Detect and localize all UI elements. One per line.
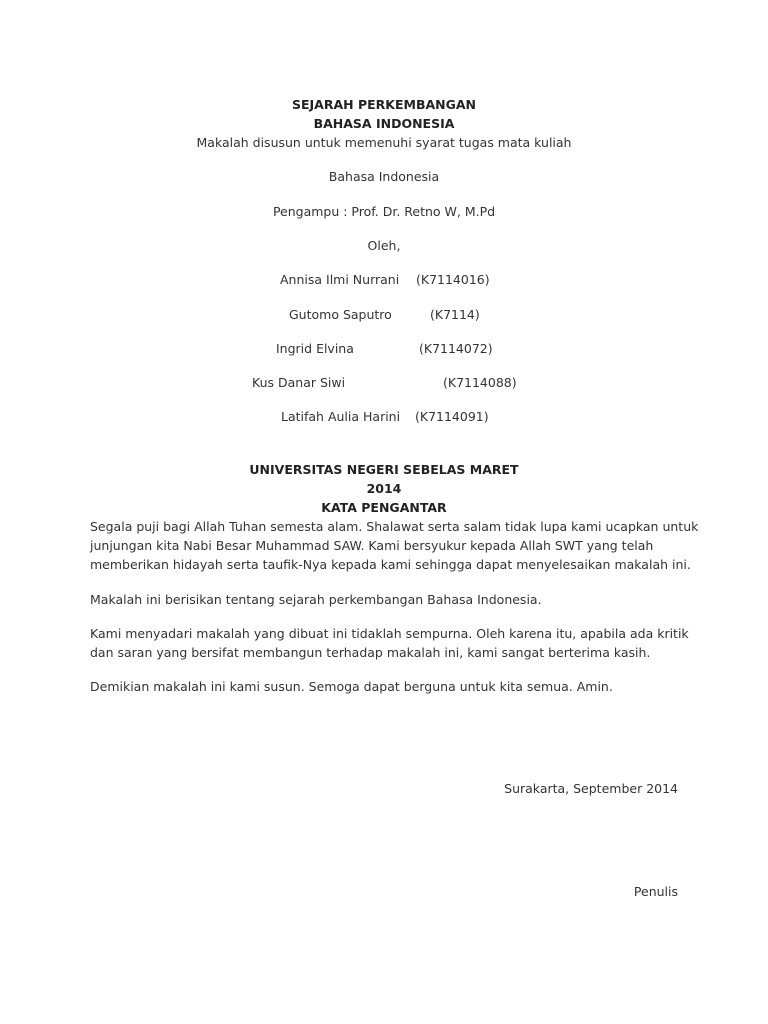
by-text: Oleh, xyxy=(367,238,401,253)
author-id: (K7114) xyxy=(430,307,480,322)
author-id: (K7114072) xyxy=(419,341,493,356)
paragraph xyxy=(90,624,690,662)
paragraph-line: Segala puji bagi Allah Tuhan semesta alam. Shalawat serta salam tidak lupa kami ucapkan untuk xyxy=(90,519,699,534)
author-id: (K7114088) xyxy=(443,375,517,390)
author-name: Ingrid Elvina xyxy=(276,341,354,356)
signature-label: Penulis xyxy=(633,884,678,899)
paragraph-line: dan saran yang bersifat membangun terhadap makalah ini, kami sangat berterima kasih. xyxy=(90,645,651,660)
author-name: Annisa Ilmi Nurrani xyxy=(280,272,400,287)
preface-heading: KATA PENGANTAR xyxy=(321,500,447,515)
year-text: 2014 xyxy=(366,481,402,496)
paragraph-line: Makalah ini berisikan tentang sejarah perkembangan Bahasa Indonesia. xyxy=(90,592,542,607)
title-line-2: BAHASA INDONESIA xyxy=(313,116,455,131)
paragraph xyxy=(90,517,699,574)
author-name: Kus Danar Siwi xyxy=(252,375,346,390)
lecturer-text: Pengampu : Prof. Dr. Retno W, M.Pd xyxy=(272,204,496,219)
course-name: Bahasa Indonesia xyxy=(328,169,440,184)
institution-name: UNIVERSITAS NEGERI SEBELAS MARET xyxy=(249,462,519,477)
purpose-text: Makalah disusun untuk memenuhi syarat tugas mata kuliah xyxy=(196,135,572,150)
author-name: Gutomo Saputro xyxy=(289,307,392,322)
title-line-1: SEJARAH PERKEMBANGAN xyxy=(291,97,477,112)
paragraph xyxy=(90,590,690,609)
author-id: (K7114091) xyxy=(415,409,489,424)
author-id: (K7114016) xyxy=(416,272,490,287)
paragraph-line: junjungan kita Nabi Besar Muhammad SAW. Kami bersyukur kepada Allah SWT yang telah xyxy=(90,538,654,553)
paragraph xyxy=(90,677,690,696)
paragraph-line: memberikan hidayah serta taufik-Nya kepada kami sehingga dapat menyelesaikan makalah ini. xyxy=(90,557,691,572)
paragraph-line: Kami menyadari makalah yang dibuat ini tidaklah sempurna. Oleh karena itu, apabila ada kritik xyxy=(90,626,689,641)
author-name: Latifah Aulia Harini xyxy=(281,409,401,424)
place-date: Surakarta, September 2014 xyxy=(504,781,678,796)
paragraph-line: Demikian makalah ini kami susun. Semoga dapat berguna untuk kita semua. Amin. xyxy=(90,679,613,694)
